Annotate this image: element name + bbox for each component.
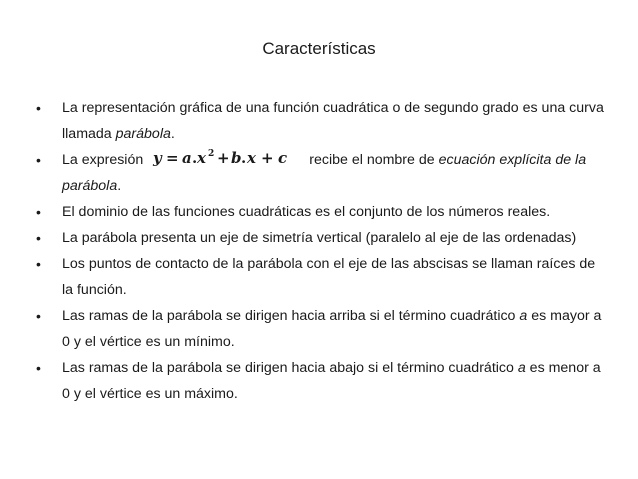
bullet-italic-term: a	[519, 308, 528, 324]
eq-equals: =	[166, 149, 179, 168]
eq-b: b	[231, 149, 242, 168]
bullet-item	[0, 251, 638, 303]
bullet-italic-term: ecuación explícita de la parábola	[62, 152, 587, 194]
bullet-dot: •	[36, 204, 41, 220]
bullet-item	[0, 355, 638, 407]
bullet-item	[0, 199, 638, 225]
eq-plus2: +	[261, 149, 274, 168]
eq-x1: x	[197, 149, 207, 168]
bullet-text-end: .	[117, 178, 122, 194]
eq-dot2: .	[241, 149, 247, 168]
eq-x2: x	[247, 149, 257, 168]
bullet-dot: •	[36, 230, 41, 246]
bullet-item	[0, 147, 638, 199]
bullet-text: La expresión	[62, 152, 144, 168]
eq-dot1: .	[192, 149, 198, 168]
bullet-dot: •	[36, 360, 41, 376]
bullet-text-end: es menor a 0 y el vértice es un máximo.	[62, 360, 601, 402]
bullet-list	[0, 95, 638, 407]
bullet-text: recibe el nombre de	[309, 152, 439, 168]
bullet-dot: •	[36, 152, 41, 168]
bullet-italic-term: parábola	[115, 126, 171, 142]
bullet-dot: •	[36, 308, 41, 324]
bullet-text: Los puntos de contacto de la parábola con el eje de las abscisas se llaman raíces de la función.	[62, 256, 596, 298]
bullet-item	[0, 95, 638, 147]
bullet-text: El dominio de las funciones cuadráticas es el conjunto de los números reales.	[62, 204, 551, 220]
bullet-item	[0, 303, 638, 355]
bullet-text-end: .	[170, 126, 175, 142]
slide-title: Características	[262, 39, 376, 58]
bullet-text: Las ramas de la parábola se dirigen hacia abajo si el término cuadrático	[62, 360, 518, 376]
eq-plus1: +	[217, 149, 230, 168]
bullet-dot: •	[36, 256, 41, 272]
bullet-text: Las ramas de la parábola se dirigen hacia arriba si el término cuadrático	[62, 308, 520, 324]
bullet-text: La representación gráfica de una función cuadrática o de segundo grado es una curva llamada	[62, 100, 604, 142]
eq-c: c	[278, 149, 288, 168]
bullet-dot: •	[36, 100, 41, 116]
bullet-italic-term: a	[517, 360, 526, 376]
bullet-text: La parábola presenta un eje de simetría vertical (paralelo al eje de las ordenadas)	[62, 230, 577, 246]
bullet-item	[0, 225, 638, 251]
eq-exponent: 2	[208, 149, 215, 160]
quadratic-equation	[151, 149, 297, 167]
bullet-text-end: es mayor a 0 y el vértice es un mínimo.	[62, 308, 602, 350]
eq-a: a	[182, 149, 192, 168]
eq-y: y	[153, 149, 162, 168]
